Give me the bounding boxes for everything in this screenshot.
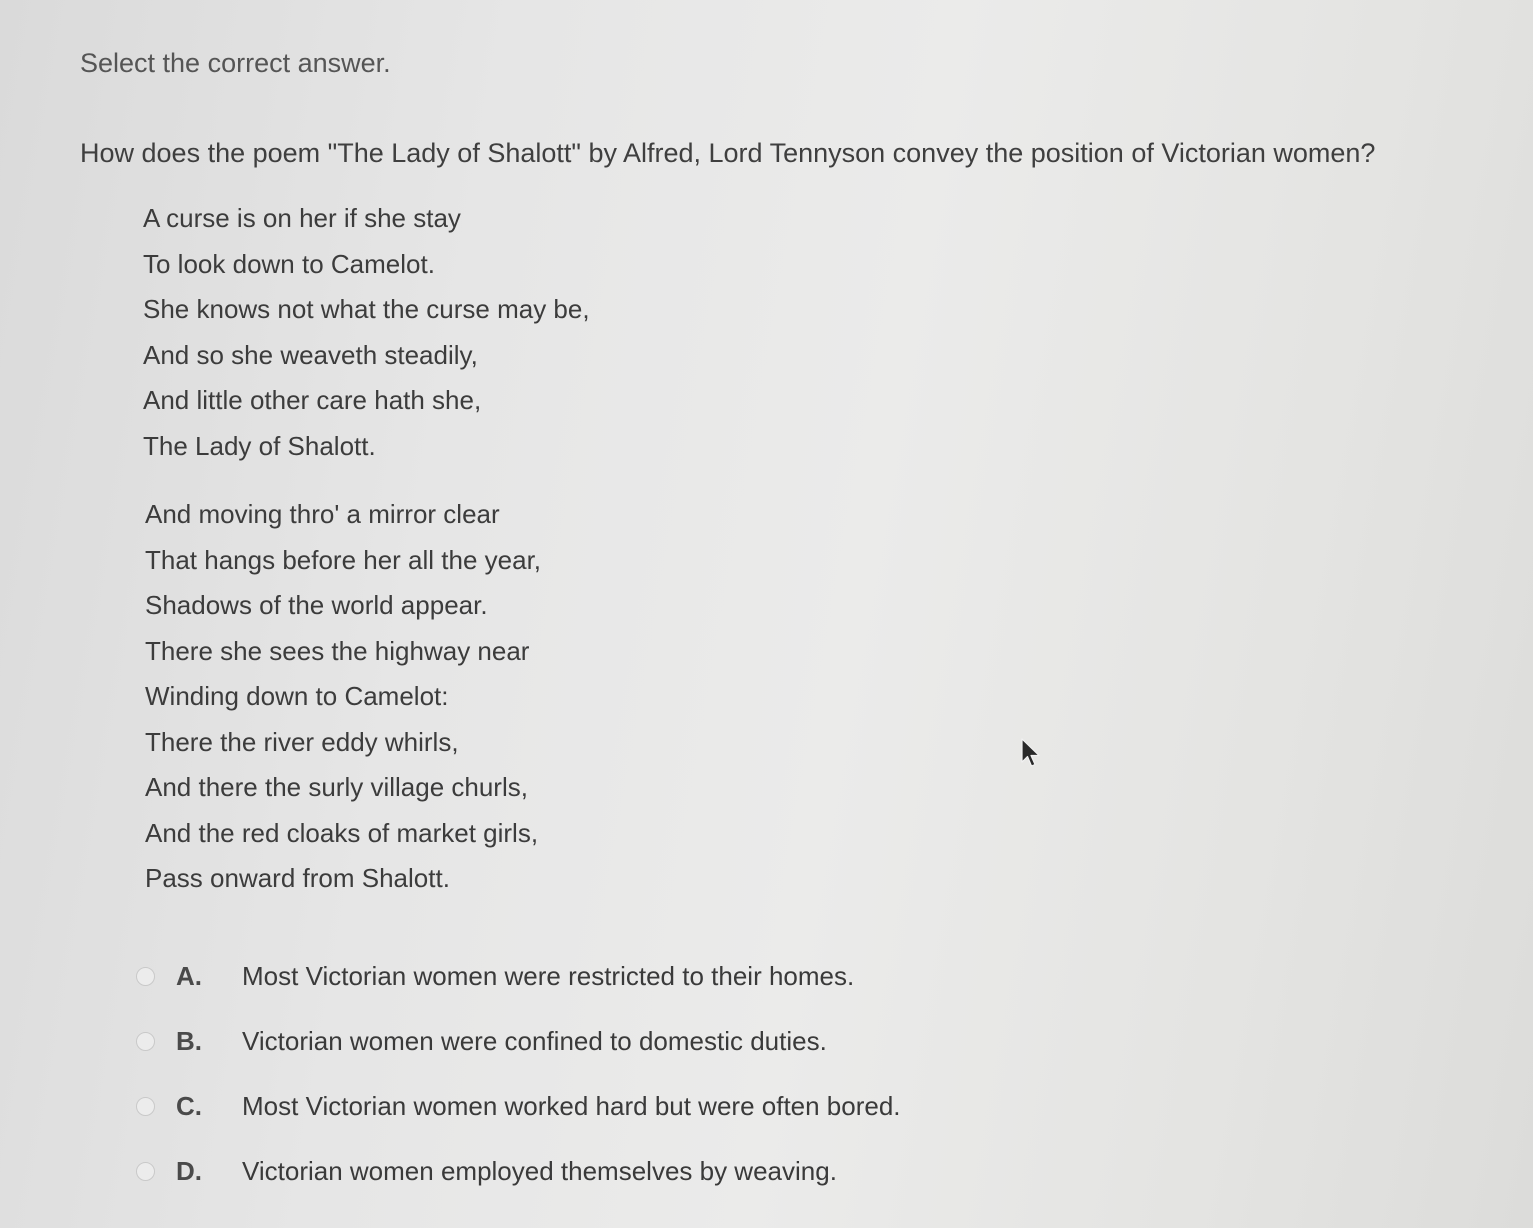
poem-stanza-1	[143, 196, 590, 469]
poem-line: There the river eddy whirls,	[145, 726, 459, 757]
option-text[interactable]: Victorian women employed themselves by weaving.	[242, 1156, 837, 1186]
mouse-pointer-icon	[1020, 738, 1042, 768]
option-a[interactable]	[136, 944, 901, 1009]
option-text[interactable]: Most Victorian women were restricted to their homes.	[242, 961, 855, 991]
radio-button-icon[interactable]	[136, 1097, 155, 1116]
instruction-text: Select the correct answer.	[80, 48, 391, 78]
option-text[interactable]: Victorian women were confined to domestic duties.	[242, 1026, 827, 1056]
option-text[interactable]: Most Victorian women worked hard but were often bored.	[242, 1091, 901, 1121]
option-letter: B.	[176, 1026, 202, 1056]
poem-line: There she sees the highway near	[145, 635, 530, 666]
poem-line: And so she weaveth steadily,	[143, 339, 478, 370]
option-letter: A.	[176, 961, 202, 991]
option-letter: C.	[176, 1091, 202, 1121]
poem-line: To look down to Camelot.	[143, 248, 435, 279]
poem-line: The Lady of Shalott.	[143, 430, 376, 461]
poem-line: That hangs before her all the year,	[145, 544, 542, 575]
poem-line: And little other care hath she,	[143, 385, 482, 415]
poem-line: She knows not what the curse may be,	[143, 294, 590, 324]
option-c[interactable]	[136, 1074, 901, 1139]
poem-line: Winding down to Camelot:	[145, 681, 449, 711]
radio-button-icon[interactable]	[136, 967, 155, 986]
poem-stanza-2	[145, 492, 541, 902]
poem-line: And the red cloaks of market girls,	[145, 817, 539, 848]
option-d[interactable]	[136, 1139, 901, 1204]
poem-line: And moving thro' a mirror clear	[145, 499, 500, 529]
poem-line: Pass onward from Shalott.	[145, 863, 450, 893]
option-b[interactable]	[136, 1009, 901, 1074]
question-text: How does the poem "The Lady of Shalott" by Alfred, Lord Tennyson convey the position of Victorian women?	[80, 138, 1376, 168]
poem-line: And there the surly village churls,	[145, 772, 528, 802]
poem-line: Shadows of the world appear.	[145, 590, 488, 620]
answer-options	[136, 944, 901, 1204]
radio-button-icon[interactable]	[136, 1032, 155, 1051]
radio-button-icon[interactable]	[136, 1162, 155, 1181]
option-letter: D.	[176, 1156, 202, 1186]
poem-line: A curse is on her if she stay	[143, 203, 461, 233]
